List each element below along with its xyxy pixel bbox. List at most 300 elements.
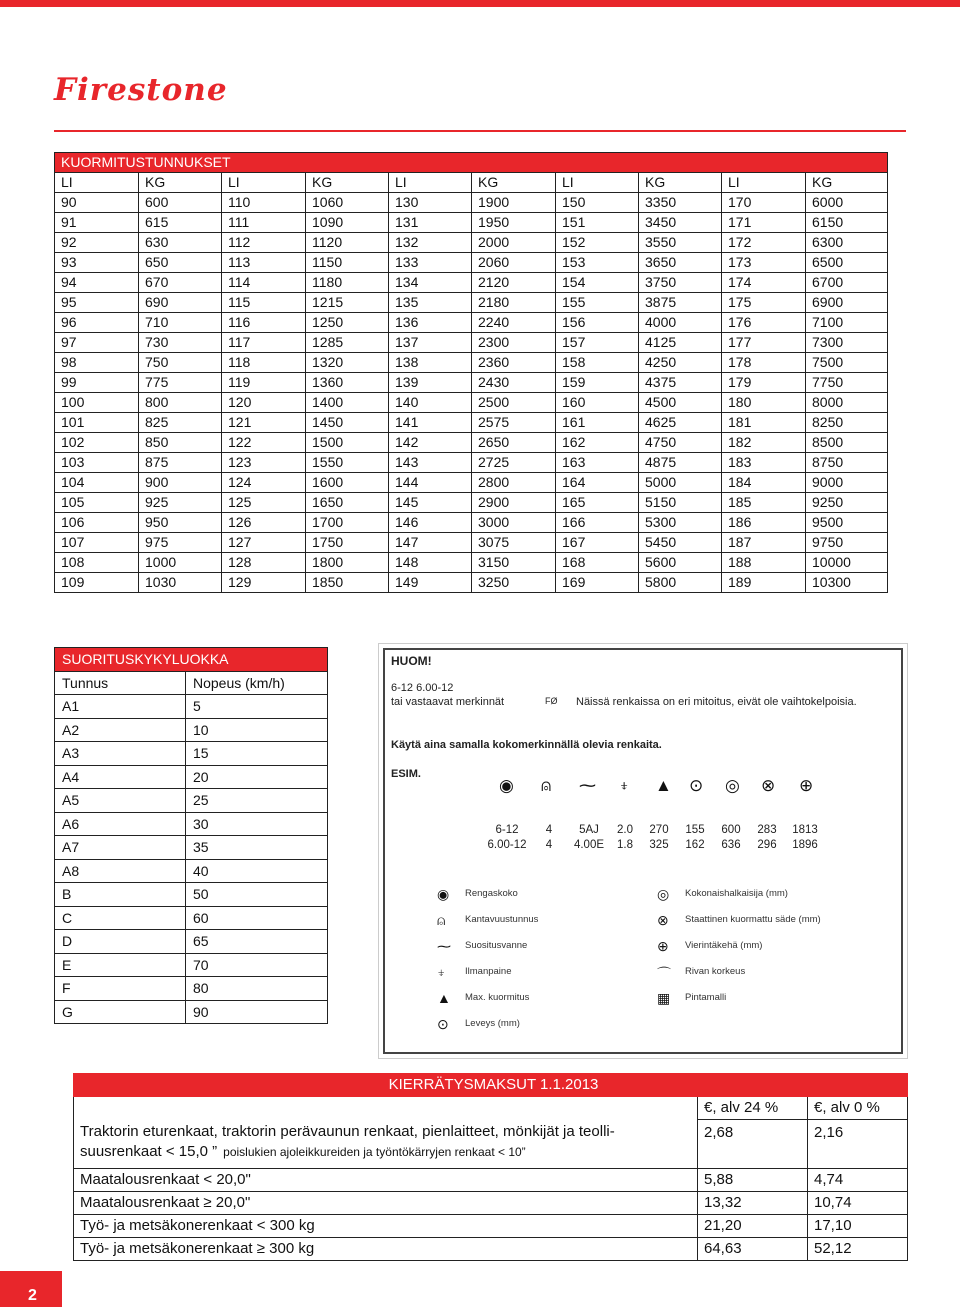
load-index-cell: 179 xyxy=(722,373,806,393)
load-index-cell: 157 xyxy=(556,333,639,353)
load-index-cell: 173 xyxy=(722,253,806,273)
load-index-row xyxy=(55,253,888,273)
load-index-cell: 167 xyxy=(556,533,639,553)
load-kg-cell: 1180 xyxy=(306,273,389,293)
load-kg-cell: 850 xyxy=(139,433,222,453)
load-kg-cell: 1450 xyxy=(306,413,389,433)
load-kg-cell: 975 xyxy=(139,533,222,553)
legend-label: Leveys (mm) xyxy=(465,1018,520,1029)
static-radius-icon: ⊗ xyxy=(657,912,669,928)
speed-value-cell: 10 xyxy=(186,718,328,742)
load-capacity-icon: ⍝ xyxy=(437,912,446,928)
load-kg-cell: 6900 xyxy=(806,293,888,313)
load-index-row xyxy=(55,313,888,333)
load-index-cell: 107 xyxy=(55,533,139,553)
load-index-cell: 109 xyxy=(55,573,139,593)
load-kg-cell: 925 xyxy=(139,493,222,513)
recycling-title: KIERRÄTYSMAKSUT 1.1.2013 xyxy=(74,1074,908,1097)
load-kg-cell: 6000 xyxy=(806,193,888,213)
load-index-cell: 158 xyxy=(556,353,639,373)
load-kg-cell: 4500 xyxy=(639,393,722,413)
load-kg-cell: 1215 xyxy=(306,293,389,313)
load-kg-cell: 9000 xyxy=(806,473,888,493)
fee-vat24-cell: 21,20 xyxy=(698,1214,808,1237)
load-index-cell: 178 xyxy=(722,353,806,373)
load-index-cell: 123 xyxy=(222,453,306,473)
legend-label: Rengaskoko xyxy=(465,888,518,899)
load-index-cell: 115 xyxy=(222,293,306,313)
load-index-cell: 108 xyxy=(55,553,139,573)
load-index-cell: 156 xyxy=(556,313,639,333)
load-index-cell: 100 xyxy=(55,393,139,413)
recycling-row xyxy=(74,1120,908,1169)
load-index-cell: 143 xyxy=(389,453,472,473)
load-index-row xyxy=(55,373,888,393)
load-kg-cell: 1700 xyxy=(306,513,389,533)
load-kg-cell: 600 xyxy=(139,193,222,213)
load-index-cell: 149 xyxy=(389,573,472,593)
speed-class-row xyxy=(55,930,328,954)
load-kg-cell: 5600 xyxy=(639,553,722,573)
load-index-row xyxy=(55,293,888,313)
example-value: 2.0 xyxy=(617,824,633,836)
example-value: 1813 xyxy=(792,824,818,836)
legend-label: Rivan korkeus xyxy=(685,966,746,977)
speed-class-row xyxy=(55,789,328,813)
load-index-cell: 105 xyxy=(55,493,139,513)
load-kg-cell: 2300 xyxy=(472,333,556,353)
col-header-kg: KG xyxy=(306,173,389,193)
load-kg-cell: 9500 xyxy=(806,513,888,533)
load-kg-cell: 5450 xyxy=(639,533,722,553)
load-kg-cell: 2500 xyxy=(472,393,556,413)
load-kg-cell: 2900 xyxy=(472,493,556,513)
load-kg-cell: 9250 xyxy=(806,493,888,513)
load-kg-cell: 615 xyxy=(139,213,222,233)
top-accent-bar xyxy=(0,0,960,7)
load-kg-cell: 1400 xyxy=(306,393,389,413)
load-kg-cell: 1850 xyxy=(306,573,389,593)
recycling-row xyxy=(74,1237,908,1260)
load-kg-cell: 900 xyxy=(139,473,222,493)
load-index-cell: 151 xyxy=(556,213,639,233)
load-index-cell: 92 xyxy=(55,233,139,253)
load-index-row xyxy=(55,453,888,473)
load-kg-cell: 2800 xyxy=(472,473,556,493)
page-number: 2 xyxy=(28,1287,37,1304)
load-kg-cell: 1030 xyxy=(139,573,222,593)
load-index-cell: 183 xyxy=(722,453,806,473)
load-index-table xyxy=(54,152,888,593)
max-load-icon: ▲ xyxy=(437,990,451,1006)
load-index-row xyxy=(55,193,888,213)
legend-label: Max. kuormitus xyxy=(465,992,530,1003)
speed-value-cell: 20 xyxy=(186,765,328,789)
load-kg-cell: 1550 xyxy=(306,453,389,473)
legend-label: Pintamalli xyxy=(685,992,727,1003)
speed-class-row xyxy=(55,695,328,719)
tire-category-cell: Maatalousrenkaat < 20,0" xyxy=(74,1168,698,1191)
load-kg-cell: 2120 xyxy=(472,273,556,293)
load-index-cell: 102 xyxy=(55,433,139,453)
fee-vat0-cell: 4,74 xyxy=(808,1168,908,1191)
tire-category-cell: Maatalousrenkaat ≥ 20,0" xyxy=(74,1191,698,1214)
legend-label: Staattinen kuormattu säde (mm) xyxy=(685,914,821,925)
load-index-row xyxy=(55,533,888,553)
tire-category-label-cont xyxy=(80,1142,697,1162)
speed-class-row xyxy=(55,765,328,789)
load-index-cell: 135 xyxy=(389,293,472,313)
speed-class-row xyxy=(55,742,328,766)
load-index-cell: 113 xyxy=(222,253,306,273)
speed-class-row xyxy=(55,718,328,742)
load-kg-cell: 690 xyxy=(139,293,222,313)
tire-category-label: Traktorin eturenkaat, traktorin perävaunun renkaat, pienlaitteet, mönkijät ja teolli- xyxy=(80,1122,615,1140)
load-index-cell: 136 xyxy=(389,313,472,333)
load-kg-cell: 8500 xyxy=(806,433,888,453)
load-index-cell: 99 xyxy=(55,373,139,393)
load-index-cell: 122 xyxy=(222,433,306,453)
load-index-cell: 96 xyxy=(55,313,139,333)
load-index-row xyxy=(55,433,888,453)
col-header-code: Tunnus xyxy=(55,671,186,695)
speed-code-cell: A3 xyxy=(55,742,186,766)
col-header-vat24: €, alv 24 % xyxy=(698,1097,808,1120)
speed-class-row xyxy=(55,1000,328,1024)
load-index-cell: 155 xyxy=(556,293,639,313)
example-value: 6-12 xyxy=(495,824,519,836)
note-size-marks: 6-12 6.00-12 xyxy=(391,682,454,694)
speed-code-cell: C xyxy=(55,906,186,930)
load-index-cell: 166 xyxy=(556,513,639,533)
tire-size-icon: ◉ xyxy=(499,776,514,795)
load-kg-cell: 670 xyxy=(139,273,222,293)
legend-label: Kantavuustunnus xyxy=(465,914,539,925)
speed-code-cell: B xyxy=(55,883,186,907)
load-kg-cell: 3450 xyxy=(639,213,722,233)
load-index-cell: 98 xyxy=(55,353,139,373)
load-index-cell: 112 xyxy=(222,233,306,253)
load-index-cell: 110 xyxy=(222,193,306,213)
load-index-cell: 133 xyxy=(389,253,472,273)
tire-category-cell xyxy=(74,1120,698,1169)
load-index-cell: 181 xyxy=(722,413,806,433)
load-kg-cell: 4750 xyxy=(639,433,722,453)
load-kg-cell: 6150 xyxy=(806,213,888,233)
speed-value-cell: 60 xyxy=(186,906,328,930)
load-index-cell: 111 xyxy=(222,213,306,233)
load-index-cell: 137 xyxy=(389,333,472,353)
load-index-cell: 148 xyxy=(389,553,472,573)
example-value: 1.8 xyxy=(617,839,633,851)
fee-vat0-cell: 52,12 xyxy=(808,1237,908,1260)
load-index-cell: 130 xyxy=(389,193,472,213)
speed-class-row xyxy=(55,836,328,860)
load-index-cell: 171 xyxy=(722,213,806,233)
note-equivalent: tai vastaavat merkinnät xyxy=(391,696,505,708)
load-index-cell: 121 xyxy=(222,413,306,433)
tire-category-cell: Työ- ja metsäkonerenkaat < 300 kg xyxy=(74,1214,698,1237)
tire-category-label-part: suusrenkaat < 15,0 ” xyxy=(80,1142,218,1160)
speed-class-header-row xyxy=(55,671,328,695)
firestone-logo: Firestone xyxy=(54,72,228,108)
load-index-cell: 185 xyxy=(722,493,806,513)
legend-label: Vierintäkehä (mm) xyxy=(685,940,763,951)
load-index-cell: 93 xyxy=(55,253,139,273)
load-index-cell: 91 xyxy=(55,213,139,233)
lug-height-icon: ⌒ xyxy=(657,966,671,982)
note-warning: Näissä renkaissa on eri mitoitus, eivät ole vaihtokelpoisia. xyxy=(576,696,857,708)
load-index-cell: 106 xyxy=(55,513,139,533)
width-icon: ⊙ xyxy=(437,1016,449,1032)
load-kg-cell: 1320 xyxy=(306,353,389,373)
recycling-row xyxy=(74,1168,908,1191)
load-kg-cell: 7100 xyxy=(806,313,888,333)
load-index-cell: 146 xyxy=(389,513,472,533)
col-header-kg: KG xyxy=(639,173,722,193)
load-kg-cell: 1285 xyxy=(306,333,389,353)
speed-value-cell: 35 xyxy=(186,836,328,860)
example-value: 270 xyxy=(649,824,669,836)
recycling-header-row xyxy=(74,1097,908,1120)
load-kg-cell: 2000 xyxy=(472,233,556,253)
load-index-cell: 182 xyxy=(722,433,806,453)
load-kg-cell: 2430 xyxy=(472,373,556,393)
recycling-row xyxy=(74,1191,908,1214)
fee-vat24-cell: 2,68 xyxy=(698,1120,808,1169)
load-kg-cell: 3550 xyxy=(639,233,722,253)
tire-marking-note xyxy=(378,643,908,1059)
load-kg-cell: 5150 xyxy=(639,493,722,513)
speed-code-cell: A1 xyxy=(55,695,186,719)
note-instruction: Käytä aina samalla kokomerkinnällä olevia renkaita. xyxy=(391,739,662,751)
load-index-cell: 126 xyxy=(222,513,306,533)
note-example: ESIM. xyxy=(391,768,421,780)
load-index-cell: 154 xyxy=(556,273,639,293)
load-index-cell: 175 xyxy=(722,293,806,313)
load-index-row xyxy=(55,513,888,533)
speed-class-row xyxy=(55,977,328,1001)
load-kg-cell: 4875 xyxy=(639,453,722,473)
speed-value-cell: 5 xyxy=(186,695,328,719)
load-kg-cell: 2060 xyxy=(472,253,556,273)
speed-class-table xyxy=(54,647,328,1024)
speed-class-title: SUORITUSKYKYLUOKKA xyxy=(55,648,328,672)
example-value: 1896 xyxy=(792,839,818,851)
fee-vat24-cell: 64,63 xyxy=(698,1237,808,1260)
load-kg-cell: 10300 xyxy=(806,573,888,593)
load-index-cell: 117 xyxy=(222,333,306,353)
col-header-li: LI xyxy=(556,173,639,193)
load-index-cell: 114 xyxy=(222,273,306,293)
col-header-vat0: €, alv 0 % xyxy=(808,1097,908,1120)
example-value: 325 xyxy=(649,839,669,851)
load-kg-cell: 1120 xyxy=(306,233,389,253)
load-kg-cell: 875 xyxy=(139,453,222,473)
header-rule xyxy=(54,130,906,132)
load-index-row xyxy=(55,553,888,573)
load-kg-cell: 4375 xyxy=(639,373,722,393)
recycling-row xyxy=(74,1214,908,1237)
speed-code-cell: G xyxy=(55,1000,186,1024)
load-index-cell: 174 xyxy=(722,273,806,293)
static-radius-icon: ⊗ xyxy=(761,776,776,795)
speed-value-cell: 90 xyxy=(186,1000,328,1024)
speed-class-row xyxy=(55,859,328,883)
load-index-header-row xyxy=(55,173,888,193)
load-kg-cell: 800 xyxy=(139,393,222,413)
speed-class-row xyxy=(55,953,328,977)
example-value: 155 xyxy=(685,824,705,836)
example-value: 162 xyxy=(685,839,705,851)
diameter-icon: ◎ xyxy=(725,776,740,795)
legend-label: Kokonaishalkaisija (mm) xyxy=(685,888,788,899)
load-kg-cell: 3750 xyxy=(639,273,722,293)
load-index-row xyxy=(55,233,888,253)
note-frame xyxy=(383,648,903,1054)
load-kg-cell: 1900 xyxy=(472,193,556,213)
tire-size-icon: ◉ xyxy=(437,886,450,902)
speed-value-cell: 30 xyxy=(186,812,328,836)
col-header-li: LI xyxy=(222,173,306,193)
load-kg-cell: 4625 xyxy=(639,413,722,433)
load-index-cell: 141 xyxy=(389,413,472,433)
load-kg-cell: 2360 xyxy=(472,353,556,373)
max-load-icon: ▲ xyxy=(655,776,672,795)
load-index-cell: 169 xyxy=(556,573,639,593)
load-kg-cell: 10000 xyxy=(806,553,888,573)
load-kg-cell: 710 xyxy=(139,313,222,333)
load-index-cell: 150 xyxy=(556,193,639,213)
load-kg-cell: 950 xyxy=(139,513,222,533)
example-value: 4 xyxy=(545,824,553,836)
load-kg-cell: 3350 xyxy=(639,193,722,213)
tire-category-exclusion: poislukien ajoleikkureiden ja työntökärryjen renkaat < 10” xyxy=(223,1144,526,1159)
load-index-row xyxy=(55,473,888,493)
speed-value-cell: 25 xyxy=(186,789,328,813)
legend-label: Ilmanpaine xyxy=(465,966,512,977)
speed-value-cell: 15 xyxy=(186,742,328,766)
speed-code-cell: A2 xyxy=(55,718,186,742)
load-kg-cell: 6300 xyxy=(806,233,888,253)
load-index-cell: 162 xyxy=(556,433,639,453)
load-index-row xyxy=(55,493,888,513)
fee-vat0-cell: 2,16 xyxy=(808,1120,908,1169)
speed-class-row xyxy=(55,883,328,907)
load-kg-cell: 7500 xyxy=(806,353,888,373)
load-kg-cell: 3075 xyxy=(472,533,556,553)
load-index-cell: 147 xyxy=(389,533,472,553)
load-index-cell: 139 xyxy=(389,373,472,393)
load-index-cell: 124 xyxy=(222,473,306,493)
load-index-cell: 129 xyxy=(222,573,306,593)
load-kg-cell: 630 xyxy=(139,233,222,253)
load-index-cell: 116 xyxy=(222,313,306,333)
load-kg-cell: 3250 xyxy=(472,573,556,593)
legend-label: Suositusvanne xyxy=(465,940,528,951)
recycling-fee-table xyxy=(73,1073,908,1261)
load-index-cell: 153 xyxy=(556,253,639,273)
load-index-cell: 170 xyxy=(722,193,806,213)
load-index-cell: 125 xyxy=(222,493,306,513)
load-kg-cell: 2725 xyxy=(472,453,556,473)
tire-category-cell: Työ- ja metsäkonerenkaat ≥ 300 kg xyxy=(74,1237,698,1260)
load-kg-cell: 1090 xyxy=(306,213,389,233)
fee-vat24-cell: 5,88 xyxy=(698,1168,808,1191)
load-index-cell: 138 xyxy=(389,353,472,373)
rim-icon: ⁓ xyxy=(437,938,451,954)
load-kg-cell: 2180 xyxy=(472,293,556,313)
load-index-cell: 134 xyxy=(389,273,472,293)
load-index-cell: 128 xyxy=(222,553,306,573)
example-value: 600 xyxy=(721,824,741,836)
load-index-row xyxy=(55,333,888,353)
col-header-kg: KG xyxy=(806,173,888,193)
example-value: 6.00-12 xyxy=(487,839,527,851)
width-icon: ⊙ xyxy=(689,776,704,795)
load-kg-cell: 5300 xyxy=(639,513,722,533)
load-index-row xyxy=(55,213,888,233)
speed-value-cell: 70 xyxy=(186,953,328,977)
speed-value-cell: 65 xyxy=(186,930,328,954)
load-index-cell: 176 xyxy=(722,313,806,333)
load-index-cell: 163 xyxy=(556,453,639,473)
load-index-cell: 104 xyxy=(55,473,139,493)
circumference-icon: ⊕ xyxy=(657,938,669,954)
load-index-cell: 189 xyxy=(722,573,806,593)
speed-code-cell: A4 xyxy=(55,765,186,789)
load-kg-cell: 1000 xyxy=(139,553,222,573)
load-kg-cell: 8000 xyxy=(806,393,888,413)
load-index-cell: 184 xyxy=(722,473,806,493)
speed-value-cell: 80 xyxy=(186,977,328,1001)
load-index-cell: 140 xyxy=(389,393,472,413)
speed-code-cell: F xyxy=(55,977,186,1001)
col-header-li: LI xyxy=(389,173,472,193)
load-index-cell: 131 xyxy=(389,213,472,233)
speed-class-row xyxy=(55,812,328,836)
load-index-row xyxy=(55,573,888,593)
load-kg-cell: 3650 xyxy=(639,253,722,273)
pressure-icon: ⍖ xyxy=(619,776,630,795)
load-index-cell: 97 xyxy=(55,333,139,353)
load-kg-cell: 750 xyxy=(139,353,222,373)
load-kg-cell: 775 xyxy=(139,373,222,393)
load-kg-cell: 1360 xyxy=(306,373,389,393)
load-kg-cell: 4000 xyxy=(639,313,722,333)
load-index-cell: 180 xyxy=(722,393,806,413)
circumference-icon: ⊕ xyxy=(799,776,814,795)
note-heading: HUOM! xyxy=(391,654,432,668)
load-kg-cell: 5800 xyxy=(639,573,722,593)
speed-code-cell: E xyxy=(55,953,186,977)
load-kg-cell: 3150 xyxy=(472,553,556,573)
load-kg-cell: 825 xyxy=(139,413,222,433)
example-value: 4.00E xyxy=(573,839,605,851)
load-index-cell: 164 xyxy=(556,473,639,493)
load-kg-cell: 4250 xyxy=(639,353,722,373)
load-kg-cell: 9750 xyxy=(806,533,888,553)
speed-code-cell: D xyxy=(55,930,186,954)
speed-code-cell: A6 xyxy=(55,812,186,836)
load-index-cell: 165 xyxy=(556,493,639,513)
load-kg-cell: 2240 xyxy=(472,313,556,333)
load-index-cell: 172 xyxy=(722,233,806,253)
example-value: 636 xyxy=(721,839,741,851)
speed-value-cell: 40 xyxy=(186,859,328,883)
load-kg-cell: 4125 xyxy=(639,333,722,353)
load-index-cell: 144 xyxy=(389,473,472,493)
